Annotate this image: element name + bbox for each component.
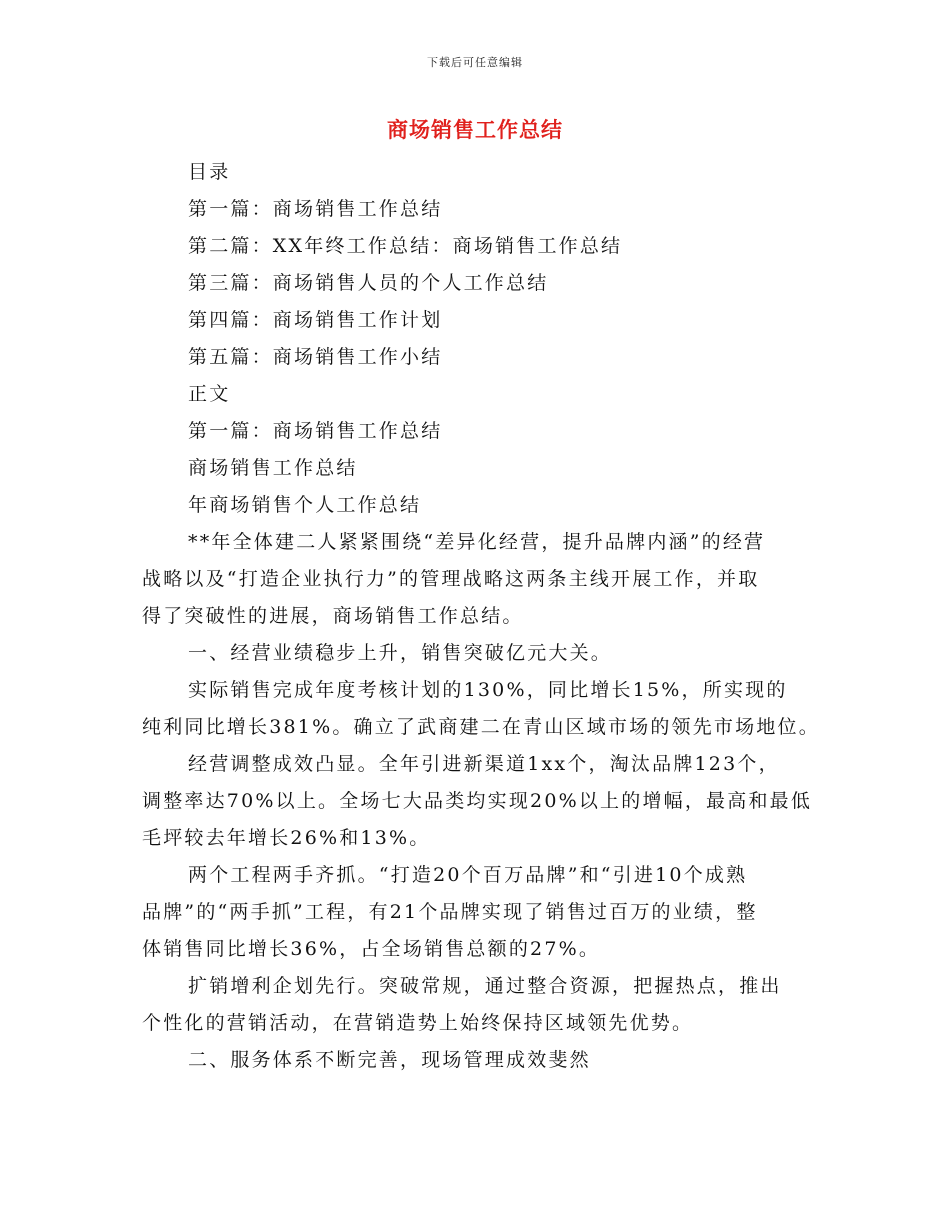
header-note: 下载后可任意编辑 <box>427 56 523 69</box>
body-line: 品牌”的“两手抓”工程，有21个品牌实现了销售过百万的业绩，整 <box>142 901 758 923</box>
body-line: 第四篇：商场销售工作计划 <box>188 309 443 331</box>
body-line: 体销售同比增长36%，占全场销售总额的27%。 <box>142 938 601 960</box>
body-line: 第二篇：XX年终工作总结：商场销售工作总结 <box>188 235 623 257</box>
body-line: 两个工程两手齐抓。“打造20个百万品牌”和“引进10个成熟 <box>188 864 748 886</box>
body-line: 第一篇：商场销售工作总结 <box>188 420 443 442</box>
body-line: 一、经营业绩稳步上升，销售突破亿元大关。 <box>188 642 613 664</box>
body-line: 第五篇：商场销售工作小结 <box>188 346 443 368</box>
body-line: 商场销售工作总结 <box>188 457 358 479</box>
body-line: **年全体建二人紧紧围绕“差异化经营，提升品牌内涵”的经营 <box>188 531 766 553</box>
document-title: 商场销售工作总结 <box>387 117 563 142</box>
document-body <box>142 154 832 1079</box>
body-line: 经营调整成效凸显。全年引进新渠道1xx个，淘汰品牌123个， <box>188 753 780 775</box>
body-line: 调整率达70%以上。全场七大品类均实现20%以上的增幅，最高和最低 <box>142 790 813 812</box>
body-line: 年商场销售个人工作总结 <box>188 494 422 516</box>
body-line: 扩销增利企划先行。突破常规，通过整合资源，把握热点，推出 <box>188 975 782 997</box>
body-line: 二、服务体系不断完善，现场管理成效斐然 <box>188 1049 591 1071</box>
body-line: 纯利同比增长381%。确立了武商建二在青山区域市场的领先市场地位。 <box>142 716 820 738</box>
body-line: 战略以及“打造企业执行力”的管理战略这两条主线开展工作，并取 <box>142 568 760 590</box>
body-line: 正文 <box>188 383 231 405</box>
body-line: 目录 <box>188 161 231 183</box>
body-line: 第一篇：商场销售工作总结 <box>188 198 443 220</box>
body-line: 毛坪较去年增长26%和13%。 <box>142 827 431 849</box>
body-line: 个性化的营销活动，在营销造势上始终保持区域领先优势。 <box>142 1012 694 1034</box>
body-line: 实际销售完成年度考核计划的130%，同比增长15%，所实现的 <box>188 679 788 701</box>
body-line: 第三篇：商场销售人员的个人工作总结 <box>188 272 549 294</box>
body-line: 得了突破性的进展，商场销售工作总结。 <box>142 605 524 627</box>
